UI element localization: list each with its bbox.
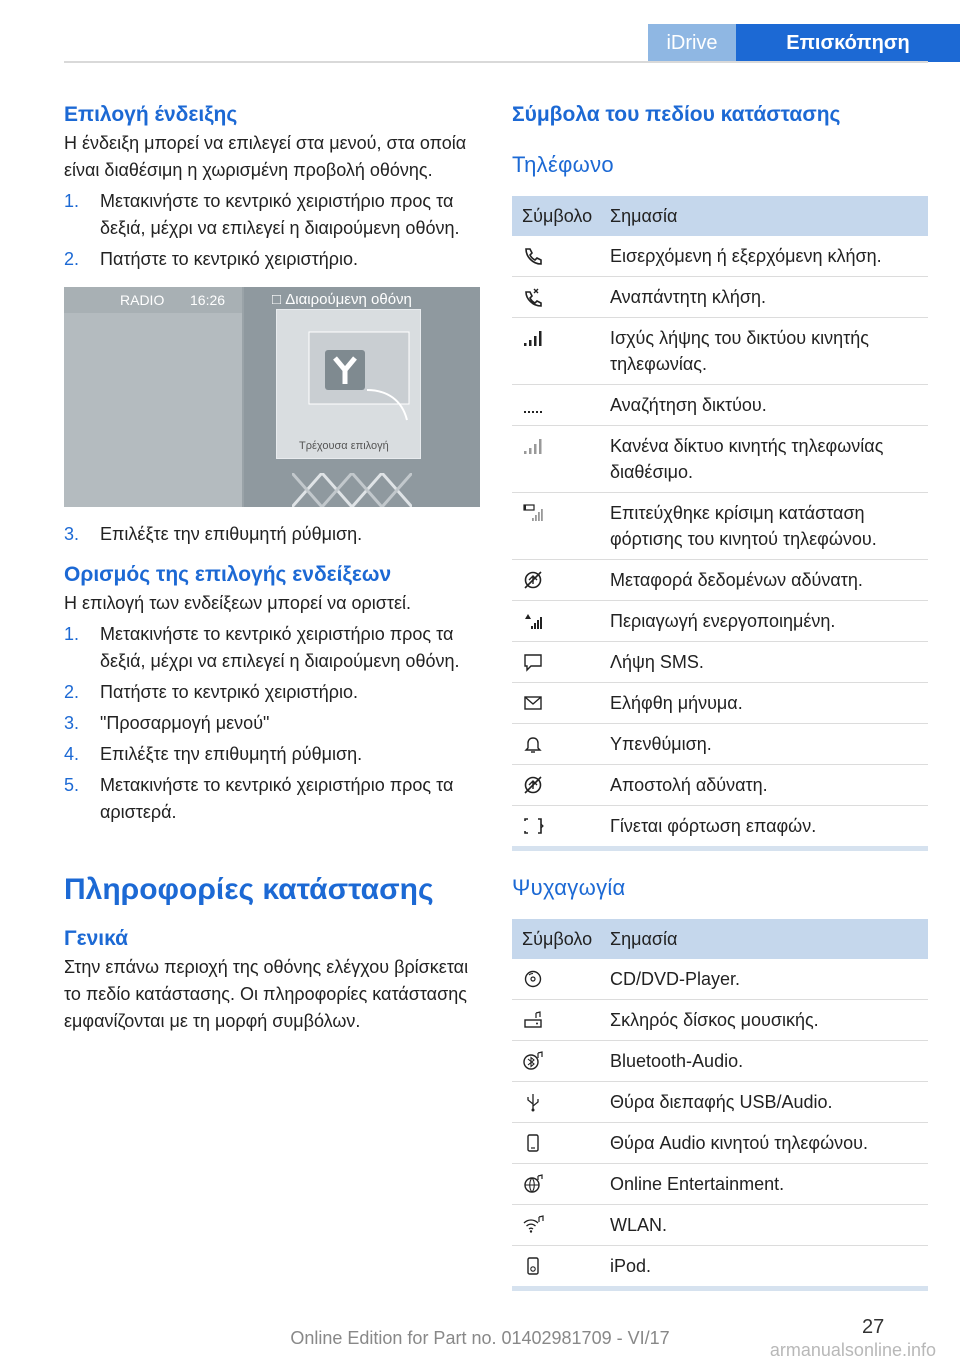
- screen-map-lines: [292, 473, 412, 507]
- meaning-cell: Εισερχόμενη ή εξερχόμενη κλήση.: [610, 246, 882, 266]
- col-meaning-header: Σημασία: [610, 928, 678, 949]
- step-text: Πατήστε το κεντρικό χειριστήριο.: [100, 682, 358, 702]
- step-item: [64, 621, 482, 675]
- meaning-cell: Γίνεται φόρτωση επαφών.: [610, 816, 817, 836]
- symbols-heading: Σύμβολα του πεδίου κατάστασης: [512, 103, 841, 126]
- define-heading: Ορισμός της επιλογής ενδείξεων: [64, 563, 392, 586]
- step-text: Επιλέξτε την επιθυμητή ρύθμιση.: [100, 744, 363, 764]
- table-row: [512, 765, 928, 806]
- table-row: [512, 1041, 928, 1082]
- col-meaning-header: Σημασία: [610, 205, 678, 226]
- meaning-cell: Αποστολή αδύνατη.: [610, 775, 768, 795]
- step-item: [64, 772, 482, 826]
- page-header: [0, 0, 960, 62]
- steps-list-a2: [64, 521, 482, 548]
- symbol-cell: [512, 392, 610, 418]
- cd-icon: [522, 969, 544, 989]
- table-row: [512, 724, 928, 765]
- step-text: Μετακινήστε το κεντρικό χειριστήριο προς τα αριστερά.: [100, 775, 454, 822]
- symbol-cell: [512, 772, 610, 798]
- meaning-cell: WLAN.: [610, 1215, 668, 1235]
- ipod-icon: [522, 1256, 544, 1276]
- status-info-heading: Πληροφορίες κατάστασης: [64, 873, 434, 906]
- table-row: [512, 318, 928, 385]
- symbol-cell: [512, 1130, 610, 1156]
- symbol-cell: [512, 284, 610, 310]
- step-number: 3.: [64, 713, 80, 733]
- edition-footer: Online Edition for Part no. 01402981709 - VI/17: [290, 1328, 670, 1348]
- step-text: Πατήστε το κεντρικό χειριστήριο.: [100, 249, 358, 269]
- meaning-cell: Κανένα δίκτυο κινητής τηλεφωνίας διαθέσιμο.: [610, 436, 884, 482]
- table-header: [512, 919, 928, 959]
- usb-icon: [522, 1092, 544, 1112]
- split-screen-illustration: [64, 287, 480, 507]
- symbol-cell: [512, 1048, 610, 1074]
- entertainment-heading: Ψυχαγωγία: [512, 875, 626, 900]
- bell-icon: [522, 734, 544, 754]
- symbol-cell: [512, 966, 610, 992]
- online-ent-icon: [522, 1174, 544, 1194]
- col-symbol-header: Σύμβολο: [522, 928, 593, 949]
- step-text: "Προσαρμογή μενού": [100, 713, 270, 733]
- screen-left-panel: [64, 287, 242, 507]
- step-item: [64, 679, 482, 706]
- data-unavailable-icon: [522, 570, 544, 590]
- step-item: [64, 188, 482, 242]
- table-row: [512, 1082, 928, 1123]
- symbol-cell: [512, 500, 610, 552]
- symbol-cell: [512, 1171, 610, 1197]
- screen-split-title-text: Διαιρούμενη οθόνη: [285, 291, 412, 308]
- left-column: [64, 100, 482, 1035]
- meaning-cell: Περιαγωγή ενεργοποιημένη.: [610, 611, 836, 631]
- symbol-cell: [512, 1253, 610, 1279]
- roaming-icon: [522, 611, 544, 631]
- symbol-cell: [512, 433, 610, 485]
- general-heading: Γενικά: [64, 927, 129, 950]
- header-rule: [64, 61, 928, 63]
- table-row: [512, 1000, 928, 1041]
- table-row: [512, 560, 928, 601]
- table-row: [512, 1205, 928, 1246]
- symbol-cell: [512, 813, 610, 839]
- meaning-cell: Ισχύς λήψης του δικτύου κινητής τηλεφωνίας.: [610, 328, 869, 374]
- step-number: 5.: [64, 775, 80, 795]
- contacts-loading-icon: [522, 816, 544, 836]
- step-item: [64, 521, 482, 548]
- symbol-cell: [512, 567, 610, 593]
- table-row: [512, 601, 928, 642]
- step-number: 4.: [64, 744, 80, 764]
- meaning-cell: Θύρα Audio κινητού τηλεφώνου.: [610, 1133, 868, 1153]
- steps-list-a: [64, 188, 482, 273]
- selection-body: Η ένδειξη μπορεί να επιλεγεί στα μενού, στα οποία είναι διαθέσιμη η χωρισμένη προβολή οθόνης.: [64, 133, 467, 180]
- entertainment-symbols-table: [512, 919, 928, 1291]
- phone-heading: Τηλέφωνο: [512, 152, 614, 177]
- step-number: 2.: [64, 249, 80, 269]
- step-number: 3.: [64, 524, 80, 544]
- symbol-cell: [512, 731, 610, 757]
- table-row: [512, 236, 928, 277]
- step-item: [64, 710, 482, 737]
- phone-audio-icon: [522, 1133, 544, 1153]
- mail-icon: [522, 693, 544, 713]
- symbol-cell: [512, 1007, 610, 1033]
- symbol-cell: [512, 1212, 610, 1238]
- table-row: [512, 642, 928, 683]
- meaning-cell: Αναζήτηση δικτύου.: [610, 395, 767, 415]
- meaning-cell: Υπενθύμιση.: [610, 734, 712, 754]
- symbol-cell: [512, 325, 610, 377]
- table-row: [512, 806, 928, 846]
- meaning-cell: Bluetooth-Audio.: [610, 1051, 744, 1071]
- step-text: Επιλέξτε την επιθυμητή ρύθμιση.: [100, 524, 363, 544]
- step-number: 1.: [64, 624, 80, 644]
- step-number: 1.: [64, 191, 80, 211]
- meaning-cell: Σκληρός δίσκος μουσικής.: [610, 1010, 819, 1030]
- table-row: [512, 426, 928, 493]
- meaning-cell: Μεταφορά δεδομένων αδύνατη.: [610, 570, 863, 590]
- symbol-cell: [512, 690, 610, 716]
- missed-call-icon: [522, 287, 544, 307]
- general-body: Στην επάνω περιοχή της οθόνης ελέγχου βρίσκεται το πεδίο κατάστασης. Οι πληροφορίες κατάστασης εμφανίζονται με τη μορφή συμβόλων.: [64, 957, 469, 1031]
- meaning-cell: Επιτεύχθηκε κρίσιμη κατάσταση φόρτισης του κινητού τηλεφώνου.: [610, 503, 877, 549]
- screen-current-selection: Τρέχουσα επιλογή: [299, 440, 389, 452]
- screen-split-title: [272, 289, 412, 311]
- meaning-cell: Ελήφθη μήνυμα.: [610, 693, 743, 713]
- meaning-cell: Αναπάντητη κλήση.: [610, 287, 767, 307]
- meaning-cell: iPod.: [610, 1256, 652, 1276]
- step-number: 2.: [64, 682, 80, 702]
- meaning-cell: CD/DVD-Player.: [610, 969, 741, 989]
- screen-time-label: 16:26: [190, 292, 226, 308]
- phone-symbols-table: [512, 196, 928, 851]
- table-row: [512, 683, 928, 724]
- route-icon: [277, 310, 422, 430]
- wlan-icon: [522, 1215, 544, 1235]
- no-network-icon: [522, 436, 544, 456]
- signal-strength-icon: [522, 328, 544, 348]
- screen-status-bar: [64, 287, 242, 313]
- table-row: [512, 493, 928, 560]
- symbol-cell: [512, 243, 610, 269]
- step-item: [64, 246, 482, 273]
- step-text: Μετακινήστε το κεντρικό χειριστήριο προς τα δεξιά, μέχρι να επιλεγεί η διαιρούμενη οθόνη.: [100, 191, 460, 238]
- table-row: [512, 1164, 928, 1205]
- checkbox-icon: □: [272, 291, 286, 308]
- symbol-cell: [512, 608, 610, 634]
- step-text: Μετακινήστε το κεντρικό χειριστήριο προς τα δεξιά, μέχρι να επιλεγεί η διαιρούμενη οθόνη.: [100, 624, 460, 671]
- table-row: [512, 1123, 928, 1164]
- meaning-cell: Θύρα διεπαφής USB/Audio.: [610, 1092, 833, 1112]
- meaning-cell: Λήψη SMS.: [610, 652, 704, 672]
- table-row: [512, 1246, 928, 1286]
- network-search-icon: [522, 395, 544, 415]
- col-symbol-header: Σύμβολο: [522, 205, 593, 226]
- right-column: [512, 100, 928, 1291]
- watermark: armanualsonline.info: [769, 1340, 936, 1360]
- meaning-cell: Online Entertainment.: [610, 1174, 785, 1194]
- table-row: [512, 959, 928, 1000]
- screen-selection-box: [276, 309, 421, 459]
- phone-rows: [512, 236, 928, 846]
- table-header: [512, 196, 928, 236]
- header-chapter-tab[interactable]: Επισκόπηση: [736, 24, 960, 62]
- bt-audio-icon: [522, 1051, 544, 1071]
- low-battery-icon: [522, 503, 544, 523]
- symbol-cell: [512, 1089, 610, 1115]
- hdd-icon: [522, 1010, 544, 1030]
- screen-radio-label: RADIO: [120, 292, 165, 308]
- sms-icon: [522, 652, 544, 672]
- page-number: 27: [862, 1316, 885, 1338]
- define-body: Η επιλογή των ενδείξεων μπορεί να οριστεί.: [64, 593, 412, 613]
- header-section-tab[interactable]: iDrive: [648, 24, 736, 62]
- steps-list-b: [64, 621, 482, 826]
- entertainment-rows: [512, 959, 928, 1286]
- selection-heading: Επιλογή ένδειξης: [64, 103, 238, 126]
- symbol-cell: [512, 649, 610, 675]
- send-failed-icon: [522, 775, 544, 795]
- table-row: [512, 277, 928, 318]
- step-item: [64, 741, 482, 768]
- phone-call-icon: [522, 246, 544, 266]
- table-row: [512, 385, 928, 426]
